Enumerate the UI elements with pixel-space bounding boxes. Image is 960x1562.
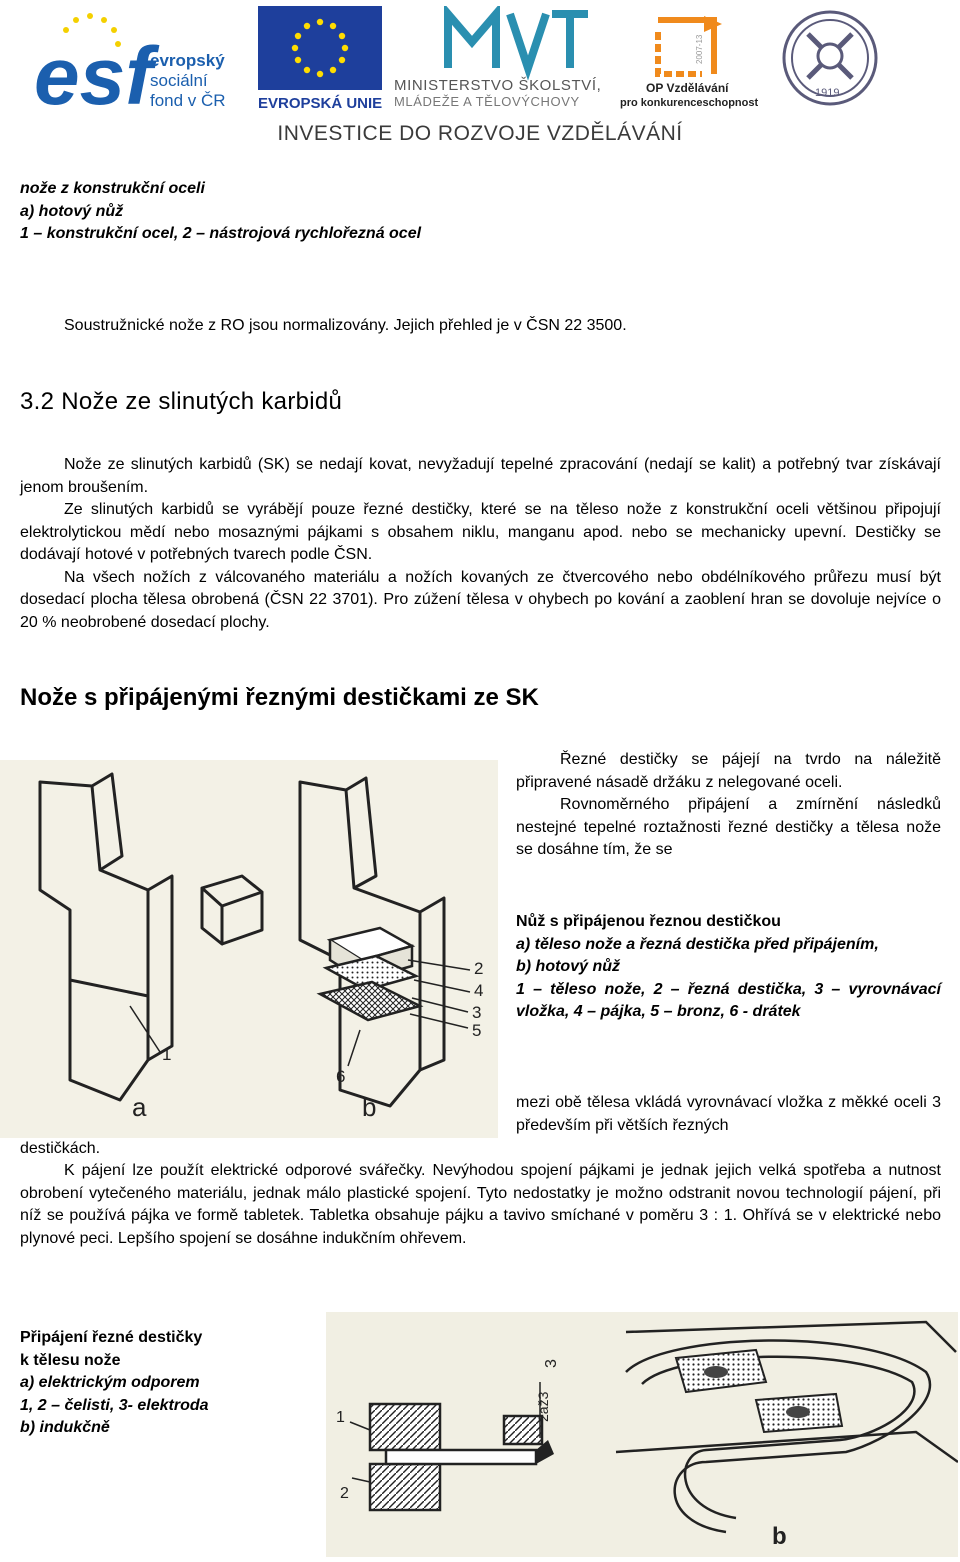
label-4: 4 xyxy=(474,981,484,1000)
label-3: 3 xyxy=(472,1003,482,1022)
caption-line: a) elektrickým odporem xyxy=(20,1374,200,1391)
label-2: 2 xyxy=(474,959,484,978)
fig2-label-1: 1 xyxy=(336,1409,345,1426)
op-logo xyxy=(618,12,758,110)
fig2-label-b: b xyxy=(772,1523,787,1550)
fig2-gap-label: 2až3 xyxy=(535,1391,551,1422)
esf-mark: esf xyxy=(34,31,153,110)
continuation-text: destičkách. xyxy=(20,1140,101,1157)
msmt-logo-graphic xyxy=(392,6,612,110)
subheading: Nože s připájenými řeznými destičkami ze SK xyxy=(20,684,539,711)
knife-caption-line: b) hotový nůž xyxy=(516,958,620,975)
norm-paragraph: Soustružnické nože z RO jsou normalizovány. Jejich přehled je v ČSN 22 3500. xyxy=(64,317,627,334)
op-line-2: pro konkurenceschopnost xyxy=(620,97,758,109)
caption-line: 1, 2 – čelisti, 3- elektroda xyxy=(20,1396,209,1414)
label-b: b xyxy=(362,1092,377,1122)
body-text xyxy=(20,454,941,634)
soldering-paragraph xyxy=(20,1160,941,1250)
paragraph: Ze slinutých karbidů se vyrábějí pouze řezné destičky, které se na těleso nože z konstrukční oceli většinou připojují elektrolytickou mědí nebo mosaznými pájkami s obsahem niklu, manganu apod. nebo se mechanicky upevní. Destičky se dodávají hotové v potřebných tvarech podle ČSN. xyxy=(20,501,941,563)
esf-line-3: fond v ČR xyxy=(150,91,226,110)
section-heading: 3.2 Nože ze slinutých karbidů xyxy=(20,388,343,415)
right-column xyxy=(516,749,941,862)
logo-header xyxy=(0,0,960,150)
paragraph: Na všech nožích z válcovaného materiálu a nožích kovaných ze čtvercového nebo obdélníkového průřezu musí být dosedací plocha tělesa obrobená (ČSN 22 3701). Pro zúžení tělesa v ohybech po kování a zaoblení hran se dovoluje nejvíce o 20 % neobrobené dosedací plochy. xyxy=(20,568,941,631)
tool-body-top xyxy=(626,1322,956,1352)
gear-emblem-icon xyxy=(780,8,880,108)
right-paragraph-3: mezi obě tělesa vkládá vyrovnávací vložka z měkké oceli 3 především při větších řezných xyxy=(516,1094,941,1134)
label-a: a xyxy=(132,1092,147,1122)
paragraph: K pájení lze použít elektrické odporové svářečky. Nevýhodou spojení pájkami je jednak jejich velká spotřeba a nutnost obrobení vytečeného materiálu, jednak málo plastické spojení. Tyto nedostatky je možno odstranit novou technologií pájení, při níž se používá pájka ve formě tabletek. Tabletka obsahuje pájku a tavivo smíchané v poměru 3 : 1. Ohřívá se v elektrické nebo plynové peci. Lepšího spojení se dosáhne indukčním ohřevem. xyxy=(20,1162,941,1247)
paragraph: Nože ze slinutých karbidů (SK) se nedají kovat, nevyžadují tepelné zpracování (nedají se kalit) a potřebný tvar získávají jenom broušením. xyxy=(20,456,941,496)
esf-logo-graphic xyxy=(32,6,242,110)
eu-text: EVROPSKÁ UNIE xyxy=(258,95,382,112)
esf-logo xyxy=(32,6,242,110)
caption-line: 1 – konstrukční ocel, 2 – nástrojová rychlořezná ocel xyxy=(20,225,422,242)
caption-line: nože z konstrukční oceli xyxy=(20,180,205,197)
school-emblem xyxy=(780,8,880,108)
knife-caption-line: a) těleso nože a řezná destička před připájením, xyxy=(516,935,879,953)
right-paragraph-1: Řezné destičky se pájejí na tvrdo na náležitě připravené násadě držáku z nelegované oceli. xyxy=(516,751,941,791)
insert-a xyxy=(202,876,262,906)
emblem-year: 1919 xyxy=(815,87,840,99)
label-6: 6 xyxy=(336,1067,346,1086)
jaw-2 xyxy=(370,1464,440,1510)
fig2-label-2: 2 xyxy=(340,1485,349,1502)
right-paragraph-2: Rovnoměrného připájení a zmírnění následků nestejné tepelné roztažnosti řezné destičky a tělesa nože se dosáhne tím, že se xyxy=(516,796,941,858)
investice-banner: INVESTICE DO ROZVOJE VZDĚLÁVÁNÍ xyxy=(277,122,683,145)
eu-flag-icon xyxy=(258,6,382,112)
op-years: 2007-13 xyxy=(695,34,704,64)
top-figure-caption xyxy=(20,178,620,246)
bottom-figure-caption xyxy=(20,1327,320,1440)
soldering-drawing xyxy=(326,1312,958,1557)
caption-line: b) indukčně xyxy=(20,1419,110,1436)
jaw-1 xyxy=(370,1404,440,1450)
knife-caption-title: Nůž s připájenou řeznou destičkou xyxy=(516,913,781,930)
knife-drawing xyxy=(0,760,498,1138)
eu-logo xyxy=(258,6,382,112)
label-1: 1 xyxy=(162,1045,172,1064)
caption-title-line: Připájení řezné destičky xyxy=(20,1329,203,1346)
fig2-label-3: 3 xyxy=(543,1359,560,1368)
knife-body-a xyxy=(40,782,148,1100)
knife-figure xyxy=(0,760,498,1138)
op-logo-graphic xyxy=(618,12,758,110)
caption-title-line: k tělesu nože xyxy=(20,1351,121,1369)
op-line-1: OP Vzdělávání xyxy=(646,81,729,95)
esf-line-2: sociální xyxy=(150,71,208,90)
msmt-logo xyxy=(392,6,612,110)
msmt-line-1: MINISTERSTVO ŠKOLSTVÍ, xyxy=(394,77,602,94)
knife-caption-line: 1 – těleso nože, 2 – řezná destička, 3 – vyrovnávací vložka, 4 – pájka, 5 – bronz, 6 - drátek xyxy=(516,980,941,1020)
caption-line: a) hotový nůž xyxy=(20,202,124,220)
soldering-figure xyxy=(326,1312,958,1557)
esf-line-1: evropský xyxy=(150,51,225,70)
knife-caption xyxy=(516,911,941,1024)
msmt-line-2: MLÁDEŽE A TĚLOVÝCHOVY xyxy=(394,94,580,109)
label-5: 5 xyxy=(472,1021,482,1040)
